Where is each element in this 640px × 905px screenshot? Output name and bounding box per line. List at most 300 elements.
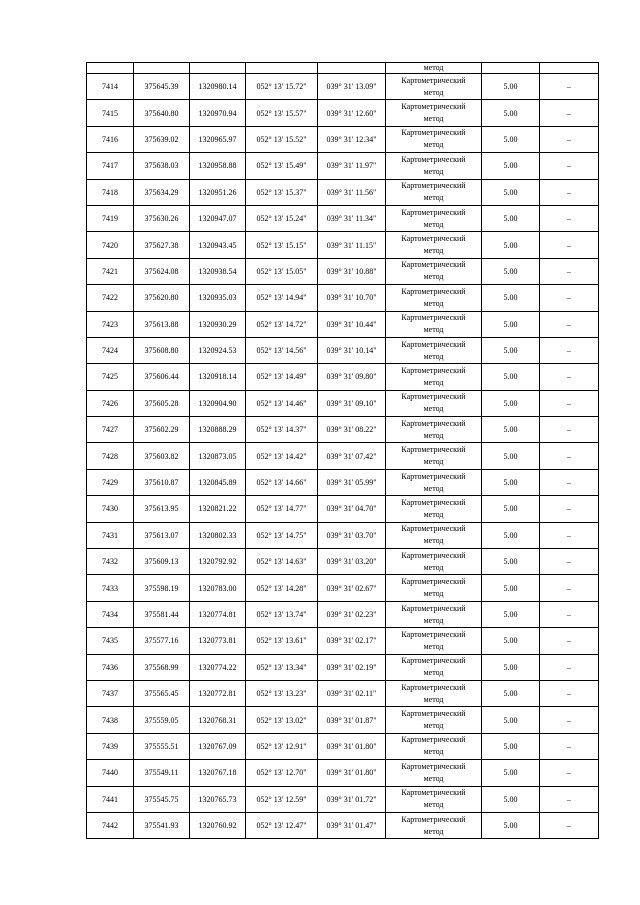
cell-longitude: 039° 31' 10.14" [318, 337, 386, 363]
cell-accuracy: 5.00 [482, 285, 540, 311]
method-line-1: Картометрический [401, 629, 466, 639]
cell-longitude: 039° 31' 11.34" [318, 205, 386, 231]
table-row [87, 74, 599, 100]
cell-longitude: 039° 31' 02.19" [318, 654, 386, 680]
cell-method [386, 126, 482, 152]
cell-accuracy: 5.00 [482, 680, 540, 706]
table-row [87, 390, 599, 416]
cell-note: – [540, 311, 599, 337]
cell-number: 7418 [87, 179, 134, 205]
method-line-1: Картометрический [401, 365, 466, 375]
cell-x: 375602.29 [134, 417, 190, 443]
cell-note: – [540, 760, 599, 786]
table-row [87, 786, 599, 812]
cell-longitude: 039° 31' 10.70" [318, 285, 386, 311]
cell-y: 1320792.92 [190, 549, 246, 575]
cell-number: 7433 [87, 575, 134, 601]
table-row [87, 680, 599, 706]
table-row [87, 628, 599, 654]
table-row-continuation [87, 63, 599, 74]
cell-longitude: 039° 31' 11.15" [318, 232, 386, 258]
cell-note: – [540, 812, 599, 838]
method-line-1: Картометрический [401, 814, 466, 824]
cell-y: 1320774.81 [190, 601, 246, 627]
cell-y: 1320938.54 [190, 258, 246, 284]
cell-x: 375608.80 [134, 337, 190, 363]
cell-longitude: 039° 31' 13.09" [318, 74, 386, 100]
cell-latitude: 052° 13' 12.91" [246, 733, 318, 759]
cell-note: – [540, 100, 599, 126]
cell-latitude: 052° 13' 14.72" [246, 311, 318, 337]
cell-method [386, 390, 482, 416]
cell-y: 1320951.26 [190, 179, 246, 205]
cell-x: 375549.11 [134, 760, 190, 786]
cell-longitude: 039° 31' 02.11" [318, 680, 386, 706]
table-row [87, 153, 599, 179]
cell-note: – [540, 417, 599, 443]
cell-note: – [540, 126, 599, 152]
cell-number: 7429 [87, 469, 134, 495]
method-line-2: метод [423, 298, 444, 308]
cell-method [386, 733, 482, 759]
cell-y: 1320767.18 [190, 760, 246, 786]
cell-note: – [540, 179, 599, 205]
table-row [87, 760, 599, 786]
method-line-1: Картометрический [401, 128, 466, 138]
cell-latitude: 052° 13' 14.28" [246, 575, 318, 601]
method-line-2: метод [423, 351, 444, 361]
method-line-1: Картометрический [401, 709, 466, 719]
cell-method [386, 680, 482, 706]
table-row [87, 311, 599, 337]
method-line-2: метод [423, 193, 444, 203]
cell-y: 1320772.81 [190, 680, 246, 706]
cell-number: 7420 [87, 232, 134, 258]
cell-x: 375627.38 [134, 232, 190, 258]
method-line-2: метод [423, 166, 444, 176]
cell-y: 1320767.09 [190, 733, 246, 759]
cell-method [386, 311, 482, 337]
cell-y: 1320924.53 [190, 337, 246, 363]
cell-accuracy: 5.00 [482, 522, 540, 548]
cell-method [386, 760, 482, 786]
method-line-1: Картометрический [401, 577, 466, 587]
cell-accuracy: 5.00 [482, 232, 540, 258]
cell-note: – [540, 364, 599, 390]
method-line-1: Картометрический [401, 154, 466, 164]
table-row [87, 417, 599, 443]
method-line-2: метод [423, 404, 444, 414]
cell-latitude: 052° 13' 15.49" [246, 153, 318, 179]
cell-x: 375610.87 [134, 469, 190, 495]
cell-y: 1320773.81 [190, 628, 246, 654]
cell-accuracy: 5.00 [482, 601, 540, 627]
cell-latitude: 052° 13' 14.56" [246, 337, 318, 363]
cell-number: 7424 [87, 337, 134, 363]
cell-y: 1320958.88 [190, 153, 246, 179]
cell-number: 7437 [87, 680, 134, 706]
cell-method [386, 628, 482, 654]
method-line-1: Картометрический [401, 418, 466, 428]
cell-longitude: 039° 31' 12.60" [318, 100, 386, 126]
cell-x: 375598.19 [134, 575, 190, 601]
cell-number: 7440 [87, 760, 134, 786]
cell-accuracy: 5.00 [482, 179, 540, 205]
cell-note: – [540, 232, 599, 258]
cell-x: 375639.02 [134, 126, 190, 152]
method-line-1: Картометрический [401, 761, 466, 771]
method-line-1: Картометрический [401, 339, 466, 349]
cell-number: 7430 [87, 496, 134, 522]
cell-method: метод [386, 63, 482, 74]
cell-latitude: 052° 13' 14.63" [246, 549, 318, 575]
cell-note: – [540, 575, 599, 601]
method-line-1: Картометрический [401, 788, 466, 798]
cell-number: 7431 [87, 522, 134, 548]
cell-longitude: 039° 31' 02.23" [318, 601, 386, 627]
cell-number: 7421 [87, 258, 134, 284]
cell-accuracy: 5.00 [482, 364, 540, 390]
cell-longitude: 039° 31' 10.44" [318, 311, 386, 337]
table-row [87, 812, 599, 838]
cell-x: 375606.44 [134, 364, 190, 390]
cell-latitude: 052° 13' 15.24" [246, 205, 318, 231]
cell-y: 1320873.05 [190, 443, 246, 469]
table-row [87, 522, 599, 548]
cell-longitude: 039° 31' 08.22" [318, 417, 386, 443]
cell-accuracy: 5.00 [482, 628, 540, 654]
cell-x: 375613.07 [134, 522, 190, 548]
cell-x: 375545.75 [134, 786, 190, 812]
cell-x: 375634.29 [134, 179, 190, 205]
cell-method [386, 469, 482, 495]
cell-longitude: 039° 31' 11.56" [318, 179, 386, 205]
cell-number: 7434 [87, 601, 134, 627]
table-row [87, 285, 599, 311]
table-row [87, 707, 599, 733]
cell-note: – [540, 443, 599, 469]
cell-method [386, 364, 482, 390]
cell-x: 375613.95 [134, 496, 190, 522]
cell-note: – [540, 153, 599, 179]
cell-number: 7426 [87, 390, 134, 416]
cell-note: – [540, 469, 599, 495]
cell-longitude: 039° 31' 01.47" [318, 812, 386, 838]
cell-accuracy: 5.00 [482, 786, 540, 812]
cell-longitude: 039° 31' 07.42" [318, 443, 386, 469]
cell-y: 1320930.29 [190, 311, 246, 337]
method-line-1: Картометрический [401, 313, 466, 323]
cell-longitude: 039° 31' 02.17" [318, 628, 386, 654]
cell-latitude: 052° 13' 14.49" [246, 364, 318, 390]
cell-accuracy: 5.00 [482, 205, 540, 231]
cell-longitude: 039° 31' 01.87" [318, 707, 386, 733]
cell-note: – [540, 285, 599, 311]
table-row [87, 337, 599, 363]
cell-longitude: 039° 31' 03.70" [318, 522, 386, 548]
cell-y: 1320774.22 [190, 654, 246, 680]
cell-latitude: 052° 13' 14.66" [246, 469, 318, 495]
cell-method [386, 232, 482, 258]
cell-number: 7417 [87, 153, 134, 179]
cell-x: 375638.03 [134, 153, 190, 179]
method-line-1: Картометрический [401, 234, 466, 244]
cell-y: 1320765.73 [190, 786, 246, 812]
cell-accuracy: 5.00 [482, 337, 540, 363]
cell-note: – [540, 549, 599, 575]
cell-number: 7416 [87, 126, 134, 152]
cell-note: – [540, 74, 599, 100]
table-row [87, 654, 599, 680]
cell-accuracy: 5.00 [482, 417, 540, 443]
method-line-1: Картометрический [401, 656, 466, 666]
cell-latitude: 052° 13' 15.57" [246, 100, 318, 126]
cell-accuracy: 5.00 [482, 126, 540, 152]
table-row [87, 205, 599, 231]
cell-accuracy: 5.00 [482, 153, 540, 179]
cell-longitude: 039° 31' 01.80" [318, 733, 386, 759]
cell-y: 1320760.92 [190, 812, 246, 838]
method-line-2: метод [423, 219, 444, 229]
cell-y: 1320845.89 [190, 469, 246, 495]
cell-note: – [540, 654, 599, 680]
cell-note [540, 63, 599, 74]
method-line-2: метод [423, 272, 444, 282]
cell-y: 1320943.45 [190, 232, 246, 258]
cell-latitude: 052° 13' 12.59" [246, 786, 318, 812]
table-row [87, 496, 599, 522]
cell-latitude: 052° 13' 13.34" [246, 654, 318, 680]
cell-latitude: 052° 13' 12.70" [246, 760, 318, 786]
cell-accuracy: 5.00 [482, 311, 540, 337]
cell-longitude: 039° 31' 09.80" [318, 364, 386, 390]
method-line-2: метод [423, 826, 444, 836]
cell-number: 7435 [87, 628, 134, 654]
cell-y: 1320904.90 [190, 390, 246, 416]
method-line-1: Картометрический [401, 75, 466, 85]
method-line-2: метод [423, 747, 444, 757]
cell-method [386, 205, 482, 231]
method-line-2: метод [423, 114, 444, 124]
cell-x: 375541.93 [134, 812, 190, 838]
cell-y: 1320965.97 [190, 126, 246, 152]
table-row [87, 179, 599, 205]
method-line-1: Картометрический [401, 497, 466, 507]
cell-number: 7441 [87, 786, 134, 812]
cell-method [386, 522, 482, 548]
cell-accuracy [482, 63, 540, 74]
method-line-2: метод [423, 87, 444, 97]
cell-accuracy: 5.00 [482, 390, 540, 416]
cell-note: – [540, 205, 599, 231]
cell-latitude: 052° 13' 13.23" [246, 680, 318, 706]
cell-method [386, 74, 482, 100]
cell-accuracy: 5.00 [482, 654, 540, 680]
cell-x: 375624.08 [134, 258, 190, 284]
cell-x: 375640.80 [134, 100, 190, 126]
cell-latitude: 052° 13' 14.94" [246, 285, 318, 311]
cell-y: 1320768.31 [190, 707, 246, 733]
method-line-1: Картометрический [401, 524, 466, 534]
cell-method [386, 285, 482, 311]
cell-y: 1320888.29 [190, 417, 246, 443]
cell-x: 375568.99 [134, 654, 190, 680]
cell-number: 7427 [87, 417, 134, 443]
cell-x: 375565.45 [134, 680, 190, 706]
table-row [87, 232, 599, 258]
cell-x: 375577.16 [134, 628, 190, 654]
cell-latitude: 052° 13' 15.05" [246, 258, 318, 284]
cell-method [386, 812, 482, 838]
cell-note: – [540, 496, 599, 522]
table-row [87, 549, 599, 575]
cell-accuracy: 5.00 [482, 760, 540, 786]
cell-x: 375609.13 [134, 549, 190, 575]
cell-x [134, 63, 190, 74]
method-line-1: Картометрический [401, 260, 466, 270]
cell-method [386, 549, 482, 575]
cell-accuracy: 5.00 [482, 100, 540, 126]
method-line-1: Картометрический [401, 603, 466, 613]
cell-note: – [540, 522, 599, 548]
method-line-2: метод [423, 536, 444, 546]
cell-accuracy: 5.00 [482, 812, 540, 838]
cell-y: 1320821.22 [190, 496, 246, 522]
method-line-2: метод [423, 483, 444, 493]
cell-latitude: 052° 13' 15.52" [246, 126, 318, 152]
cell-method [386, 707, 482, 733]
cell-accuracy: 5.00 [482, 469, 540, 495]
method-line-2: метод [423, 694, 444, 704]
cell-y: 1320947.07 [190, 205, 246, 231]
cell-x: 375605.28 [134, 390, 190, 416]
cell-longitude [318, 63, 386, 74]
cell-latitude: 052° 13' 14.46" [246, 390, 318, 416]
cell-y: 1320802.33 [190, 522, 246, 548]
cell-latitude: 052° 13' 14.37" [246, 417, 318, 443]
cell-note: – [540, 601, 599, 627]
method-line-2: метод [423, 562, 444, 572]
cell-number: 7423 [87, 311, 134, 337]
cell-latitude: 052° 13' 13.61" [246, 628, 318, 654]
cell-accuracy: 5.00 [482, 496, 540, 522]
cell-number: 7438 [87, 707, 134, 733]
cell-method [386, 601, 482, 627]
method-line-2: метод [423, 668, 444, 678]
method-line-1: Картометрический [401, 735, 466, 745]
cell-x: 375603.82 [134, 443, 190, 469]
cell-method [386, 179, 482, 205]
cell-longitude: 039° 31' 10.88" [318, 258, 386, 284]
cell-number [87, 63, 134, 74]
method-line-1: Картометрический [401, 392, 466, 402]
cell-accuracy: 5.00 [482, 575, 540, 601]
cell-number: 7415 [87, 100, 134, 126]
cell-longitude: 039° 31' 11.97" [318, 153, 386, 179]
cell-longitude: 039° 31' 01.80" [318, 760, 386, 786]
cell-latitude: 052° 13' 12.47" [246, 812, 318, 838]
method-line-2: метод [423, 589, 444, 599]
table-row [87, 126, 599, 152]
cell-method [386, 786, 482, 812]
cell-accuracy: 5.00 [482, 549, 540, 575]
cell-note: – [540, 733, 599, 759]
cell-number: 7419 [87, 205, 134, 231]
cell-y: 1320918.14 [190, 364, 246, 390]
cell-longitude: 039° 31' 12.34" [318, 126, 386, 152]
cell-number: 7439 [87, 733, 134, 759]
cell-number: 7442 [87, 812, 134, 838]
cell-longitude: 039° 31' 02.67" [318, 575, 386, 601]
table-row [87, 364, 599, 390]
cell-latitude: 052° 13' 14.75" [246, 522, 318, 548]
cell-method [386, 654, 482, 680]
cell-latitude: 052° 13' 14.42" [246, 443, 318, 469]
method-line-1: Картометрический [401, 471, 466, 481]
cell-method [386, 575, 482, 601]
cell-x: 375555.51 [134, 733, 190, 759]
method-line-1: Картометрический [401, 207, 466, 217]
method-line-2: метод [423, 457, 444, 467]
cell-y [190, 63, 246, 74]
method-line-1: Картометрический [401, 181, 466, 191]
cell-y: 1320783.00 [190, 575, 246, 601]
cell-method [386, 258, 482, 284]
cell-accuracy: 5.00 [482, 258, 540, 284]
method-line-2: метод [423, 140, 444, 150]
table-row [87, 733, 599, 759]
table-row [87, 601, 599, 627]
cell-longitude: 039° 31' 05.99" [318, 469, 386, 495]
cell-longitude: 039° 31' 04.70" [318, 496, 386, 522]
cell-x: 375581.44 [134, 601, 190, 627]
cell-method [386, 100, 482, 126]
cell-x: 375645.39 [134, 74, 190, 100]
cell-accuracy: 5.00 [482, 74, 540, 100]
method-line-2: метод [423, 246, 444, 256]
method-line-2: метод [423, 800, 444, 810]
coordinates-table [86, 62, 599, 839]
method-line-2: метод [423, 377, 444, 387]
method-line-2: метод [423, 325, 444, 335]
cell-method [386, 337, 482, 363]
method-line-2: метод [423, 773, 444, 783]
cell-note: – [540, 680, 599, 706]
cell-number: 7436 [87, 654, 134, 680]
method-line-1: Картометрический [401, 102, 466, 112]
cell-x: 375630.26 [134, 205, 190, 231]
cell-number: 7425 [87, 364, 134, 390]
method-line-2: метод [423, 430, 444, 440]
cell-y: 1320980.14 [190, 74, 246, 100]
table-row [87, 258, 599, 284]
table-body [87, 63, 599, 839]
cell-accuracy: 5.00 [482, 707, 540, 733]
cell-longitude: 039° 31' 01.72" [318, 786, 386, 812]
method-line-1: Картометрический [401, 550, 466, 560]
cell-x: 375559.05 [134, 707, 190, 733]
table-row [87, 575, 599, 601]
method-line-1: Картометрический [401, 682, 466, 692]
cell-note: – [540, 786, 599, 812]
cell-latitude: 052° 13' 14.77" [246, 496, 318, 522]
cell-number: 7422 [87, 285, 134, 311]
cell-number: 7432 [87, 549, 134, 575]
cell-x: 375620.80 [134, 285, 190, 311]
cell-latitude: 052° 13' 13.02" [246, 707, 318, 733]
cell-accuracy: 5.00 [482, 443, 540, 469]
table-row [87, 469, 599, 495]
